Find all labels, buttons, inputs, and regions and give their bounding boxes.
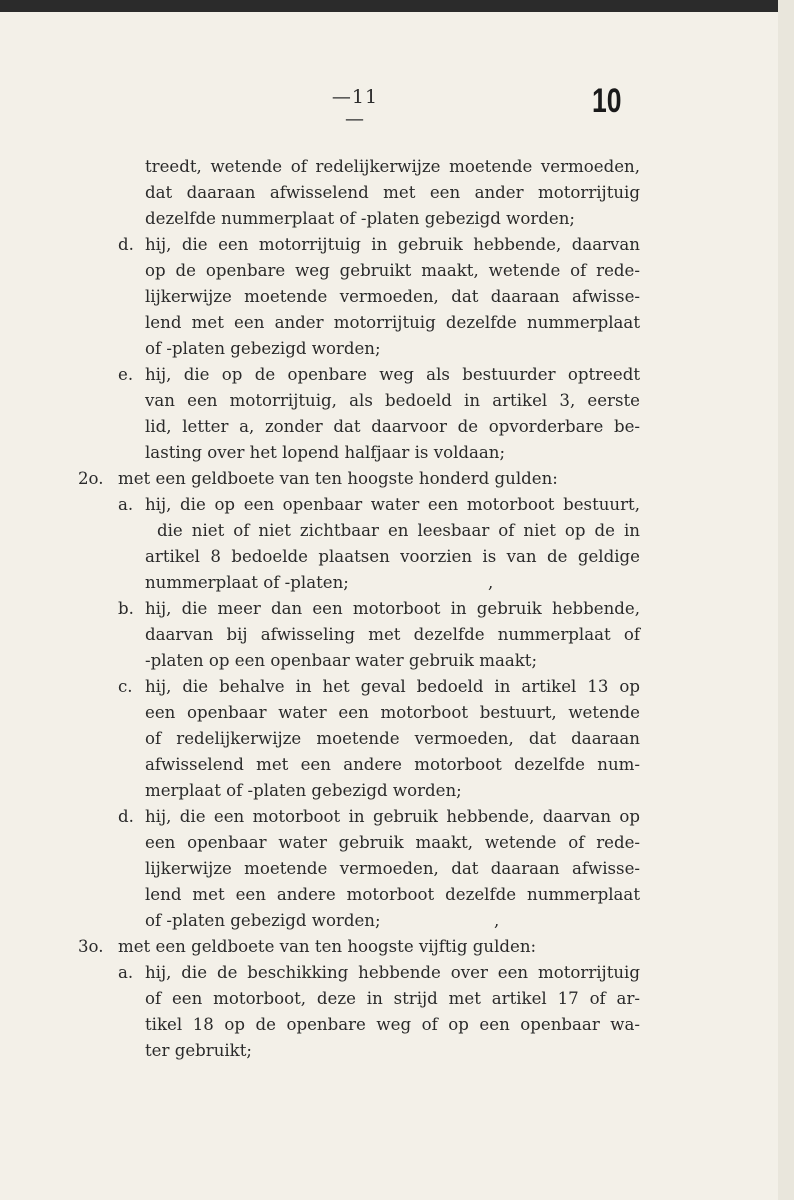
text-line <box>0 622 794 648</box>
line-text: dat daaraan afwisselend met een ander motorrijtuig <box>145 183 640 202</box>
line-text: of -platen gebezigd worden; <box>145 339 381 358</box>
list-item-a <box>0 492 794 518</box>
text-line <box>0 440 794 466</box>
text-line <box>0 1012 794 1038</box>
text-line <box>0 830 794 856</box>
list-item-a <box>0 960 794 986</box>
text-line <box>0 310 794 336</box>
line-text: hij, die op de openbare weg als bestuurder optreedt <box>145 365 640 384</box>
text-line <box>0 414 794 440</box>
item-marker: a. <box>118 495 134 514</box>
line-text: hij, die een motorrijtuig in gebruik hebbende, daarvan <box>145 235 640 254</box>
text-line <box>0 856 794 882</box>
item-marker: d. <box>118 235 134 254</box>
line-text: hij, die de beschikking hebbende over een motorrijtuig <box>145 963 640 982</box>
page-number-label: —11— <box>331 86 379 130</box>
item-marker: c. <box>118 677 133 696</box>
text-line <box>0 648 794 674</box>
line-text: die niet of niet zichtbaar en leesbaar of niet op de in <box>157 521 640 540</box>
list-item-b <box>0 596 794 622</box>
line-text: een openbaar water een motorboot bestuurt, wetende <box>145 703 640 722</box>
scan-page-number: 10 <box>592 82 622 120</box>
list-item-d <box>0 804 794 830</box>
text-line <box>0 544 794 570</box>
line-text: merplaat of -platen gebezigd worden; <box>145 781 462 800</box>
line-text: een openbaar water gebruik maakt, wetende of rede- <box>145 833 640 852</box>
text-line <box>0 206 794 232</box>
line-text: of -platen gebezigd worden; <box>145 911 381 930</box>
text-line <box>0 778 794 804</box>
text-line <box>0 284 794 310</box>
text-line <box>0 726 794 752</box>
item-marker: b. <box>118 599 134 618</box>
text-line <box>0 570 794 596</box>
text-line <box>0 1038 794 1064</box>
item-marker: a. <box>118 963 134 982</box>
line-text: of een motorboot, deze in strijd met artikel 17 of ar- <box>145 989 640 1008</box>
line-text: afwisselend met een andere motorboot dezelfde num- <box>145 755 640 774</box>
text-line <box>0 388 794 414</box>
line-text: nummerplaat of -platen; <box>145 573 349 592</box>
item-marker: 2o. <box>78 469 104 488</box>
text-line <box>0 986 794 1012</box>
line-text: hij, die op een openbaar water een motorboot bestuurt, <box>145 495 640 514</box>
line-text: lend met een andere motorboot dezelfde nummerplaat <box>145 885 640 904</box>
line-text: of redelijkerwijze moetende vermoeden, dat daaraan <box>145 729 640 748</box>
line-text: met een geldboete van ten hoogste honderd gulden: <box>118 469 558 488</box>
line-text: van een motorrijtuig, als bedoeld in artikel 3, eerste <box>145 391 640 410</box>
line-text: treedt, wetende of redelijkerwijze moetende vermoeden, <box>145 157 640 176</box>
line-text: hij, die meer dan een motorboot in gebruik hebbende, <box>145 599 640 618</box>
text-line <box>0 700 794 726</box>
text-line <box>0 180 794 206</box>
stray-mark: , <box>488 573 494 592</box>
item-marker: d. <box>118 807 134 826</box>
line-text: ter gebruikt; <box>145 1041 253 1060</box>
stray-mark: , <box>494 911 500 930</box>
list-item-3o <box>0 934 794 960</box>
line-text: hij, die een motorboot in gebruik hebbende, daarvan op <box>145 807 640 826</box>
list-item-e <box>0 362 794 388</box>
line-text: lasting over het lopend halfjaar is voldaan; <box>145 443 506 462</box>
list-item-c <box>0 674 794 700</box>
line-text: tikel 18 op de openbare weg of op een openbaar wa- <box>145 1015 640 1034</box>
item-marker: e. <box>118 365 134 384</box>
text-line <box>0 908 794 934</box>
line-text: hij, die behalve in het geval bedoeld in artikel 13 op <box>145 677 640 696</box>
line-text: daarvan bij afwisseling met dezelfde nummerplaat of <box>145 625 640 644</box>
text-line <box>0 752 794 778</box>
line-text: artikel 8 bedoelde plaatsen voorzien is van de geldige <box>145 547 640 566</box>
list-item-2o <box>0 466 794 492</box>
line-text: op de openbare weg gebruikt maakt, wetende of rede- <box>145 261 640 280</box>
line-text: -platen op een openbaar water gebruik maakt; <box>145 651 538 670</box>
item-marker: 3o. <box>78 937 104 956</box>
line-text: lijkerwijze moetende vermoeden, dat daaraan afwisse- <box>145 287 640 306</box>
text-line <box>0 258 794 284</box>
list-item-d <box>0 232 794 258</box>
line-text: lend met een ander motorrijtuig dezelfde nummerplaat <box>145 313 640 332</box>
line-text: lijkerwijze moetende vermoeden, dat daaraan afwisse- <box>145 859 640 878</box>
text-line <box>0 336 794 362</box>
line-text: met een geldboete van ten hoogste vijftig gulden: <box>118 937 537 956</box>
text-line <box>0 154 794 180</box>
text-line <box>0 518 794 544</box>
line-text: dezelfde nummerplaat of -platen gebezigd worden; <box>145 209 576 228</box>
line-text: lid, letter a, zonder dat daarvoor de opvorderbare be- <box>145 417 640 436</box>
text-line <box>0 882 794 908</box>
